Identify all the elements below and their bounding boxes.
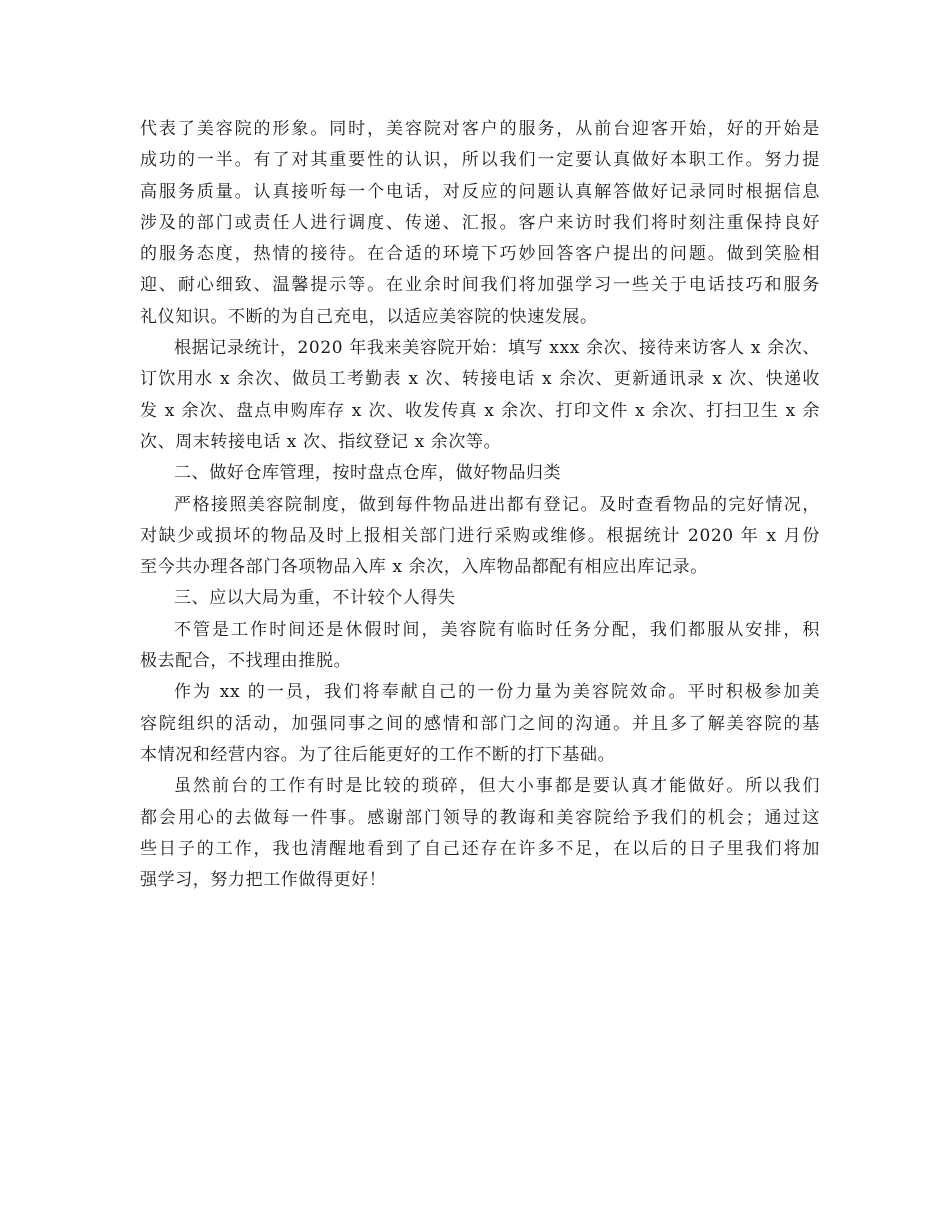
text-line: 作为 xx 的一员，我们将奉献自己的一份力量为美容院效命。平时积极参加美 (174, 682, 820, 703)
paragraph (140, 114, 820, 333)
text-line: 容院组织的活动，加强同事之间的感情和部门之间的沟通。并且多了解美容院的基 (140, 713, 820, 734)
document-body (140, 114, 820, 896)
paragraph (140, 615, 820, 678)
text-line: 严格接照美容院制度，做到每件物品进出都有登记。及时查看物品的完好情况， (174, 494, 820, 515)
text-line: 强学习，努力把工作做得更好！ (140, 870, 387, 891)
text-line: 极去配合，不找理由推脱。 (140, 651, 352, 672)
text-line: 次、周末转接电话 x 次、指纹登记 x 余次等。 (140, 431, 502, 452)
text-line: 至今共办理各部门各项物品入库 x 余次，入库物品都配有相应出库记录。 (140, 557, 708, 578)
text-line: 迎、耐心细致、温馨提示等。在业余时间我们将加强学习一些关于电话技巧和服务 (140, 275, 820, 296)
text-line: 虽然前台的工作有时是比较的琐碎，但大小事都是要认真才能做好。所以我们 (174, 776, 820, 797)
text-line: 代表了美容院的形象。同时，美容院对客户的服务，从前台迎客开始，好的开始是 (140, 119, 820, 139)
paragraph (140, 583, 820, 614)
text-line: 对缺少或损坏的物品及时上报相关部门进行采购或维修。根据统计 2020 年 x 月份 (140, 525, 820, 546)
text-line: 成功的一半。有了对其重要性的认识，所以我们一定要认真做好本职工作。努力提 (140, 150, 820, 171)
text-line: 根据记录统计，2020 年我来美容院开始：填写 xxx 余次、接待来访客人 x 余次、 (174, 338, 820, 359)
paragraph (140, 490, 820, 584)
paragraph (140, 677, 820, 771)
text-line: 高服务质量。认真接听每一个电话，对反应的问题认真解答做好记录同时根据信息 (140, 181, 820, 202)
text-line: 都会用心的去做每一件事。感谢部门领导的教诲和美容院给予我们的机会；通过这 (140, 807, 820, 828)
text-line: 三、应以大局为重，不计较个人得失 (174, 588, 456, 609)
text-line: 发 x 余次、盘点申购库存 x 次、收发传真 x 余次、打印文件 x 余次、打扫卫生 x 余 (140, 400, 820, 421)
paragraph (140, 333, 820, 458)
paragraph (140, 458, 820, 489)
text-line: 订饮用水 x 余次、做员工考勤表 x 次、转接电话 x 余次、更新通讯录 x 次、快递收 (140, 369, 820, 390)
text-line: 的服务态度，热情的接待。在合适的环境下巧妙回答客户提出的问题。做到笑脸相 (140, 244, 820, 265)
text-line: 涉及的部门或责任人进行调度、传递、汇报。客户来访时我们将时刻注重保持良好 (140, 212, 820, 233)
paragraph (140, 771, 820, 896)
text-line: 本情况和经营内容。为了往后能更好的工作不断的打下基础。 (140, 744, 616, 765)
text-line: 礼仪知识。不断的为自己充电，以适应美容院的快速发展。 (140, 306, 598, 327)
text-line: 不管是工作时间还是休假时间，美容院有临时任务分配，我们都服从安排，积 (174, 619, 820, 640)
text-line: 些日子的工作，我也清醒地看到了自己还存在许多不足，在以后的日子里我们将加 (140, 838, 820, 859)
text-line: 二、做好仓库管理，按时盘点仓库，做好物品归类 (174, 463, 562, 484)
